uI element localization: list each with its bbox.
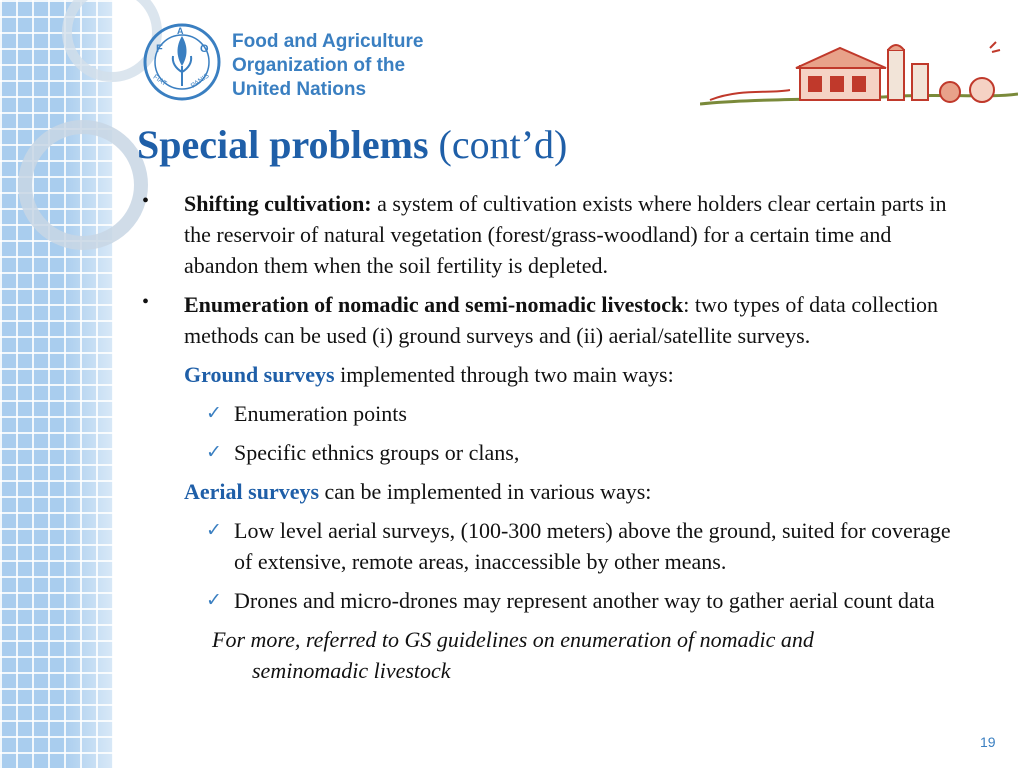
- aerial-surveys-intro: [140, 476, 960, 507]
- aerial-item: [140, 515, 960, 577]
- aerial-surveys-label: Aerial surveys: [184, 479, 320, 504]
- title-main: Special problems: [137, 122, 429, 167]
- logo-letter-o: O: [200, 43, 209, 55]
- bullet-2-heading: Enumeration of nomadic and semi-nomadic livestock: [184, 292, 684, 317]
- checkmark-icon: ✓: [206, 441, 222, 463]
- ground-surveys-text: implemented through two main ways:: [334, 362, 674, 387]
- checkmark-icon: ✓: [206, 519, 222, 541]
- decorative-ring: [18, 120, 148, 250]
- logo-letter-f: F: [156, 43, 163, 55]
- organization-name: [232, 30, 423, 102]
- slide-title: [137, 120, 567, 170]
- aerial-item-text: Low level aerial surveys, (100-300 meters) above the ground, suited for coverage of extensive, remote areas, inaccessible by other means.: [234, 518, 951, 574]
- ground-item: [140, 398, 960, 429]
- fao-logo-icon: [142, 22, 222, 102]
- bullet-dot-icon: •: [142, 291, 150, 313]
- reference-note: [140, 624, 960, 686]
- sidebar-fade: [0, 0, 113, 768]
- logo-motto-left: FIAT: [151, 73, 168, 88]
- ground-item-text: Specific ethnics groups or clans,: [234, 440, 520, 465]
- note-line-1: For more, referred to GS guidelines on enumeration of nomadic and: [212, 627, 814, 652]
- aerial-item: [140, 585, 960, 616]
- bullet-dot-icon: •: [142, 190, 150, 212]
- checkmark-icon: ✓: [206, 402, 222, 424]
- bullet-1-text: a system of cultivation exists where holders clear certain parts in the reservoir of natural vegetation (forest/grass-woodland) for a certain time and abandon them when the soil fertility is depleted.: [184, 191, 947, 278]
- page-number: 19: [980, 734, 996, 750]
- checkmark-icon: ✓: [206, 589, 222, 611]
- ground-surveys-label: Ground surveys: [184, 362, 335, 387]
- org-line-3: United Nations: [232, 79, 367, 100]
- ground-item-text: Enumeration points: [234, 401, 407, 426]
- farm-illustration-icon: [700, 38, 1018, 112]
- bullet-1-heading: Shifting cultivation:: [184, 191, 372, 216]
- aerial-surveys-text: can be implemented in various ways:: [319, 479, 652, 504]
- ground-surveys-intro: [140, 359, 960, 390]
- logo-motto-right: PANIS: [189, 72, 211, 90]
- bullet-nomadic-livestock: [140, 289, 960, 351]
- slide-content: [140, 188, 960, 686]
- sidebar-grid-decoration: [0, 0, 113, 768]
- logo-letter-a: A: [177, 26, 184, 36]
- title-suffix: (cont’d): [438, 122, 568, 167]
- bullet-shifting-cultivation: [140, 188, 960, 281]
- aerial-item-text: Drones and micro-drones may represent another way to gather aerial count data: [234, 588, 935, 613]
- bullet-2-text: : two types of data collection methods can be used (i) ground surveys and (ii) aerial/satellite surveys.: [184, 292, 939, 348]
- ground-item: [140, 437, 960, 468]
- note-line-2: seminomadic livestock: [252, 658, 451, 683]
- org-line-1: Food and Agriculture: [232, 31, 424, 52]
- org-line-2: Organization of the: [232, 55, 406, 76]
